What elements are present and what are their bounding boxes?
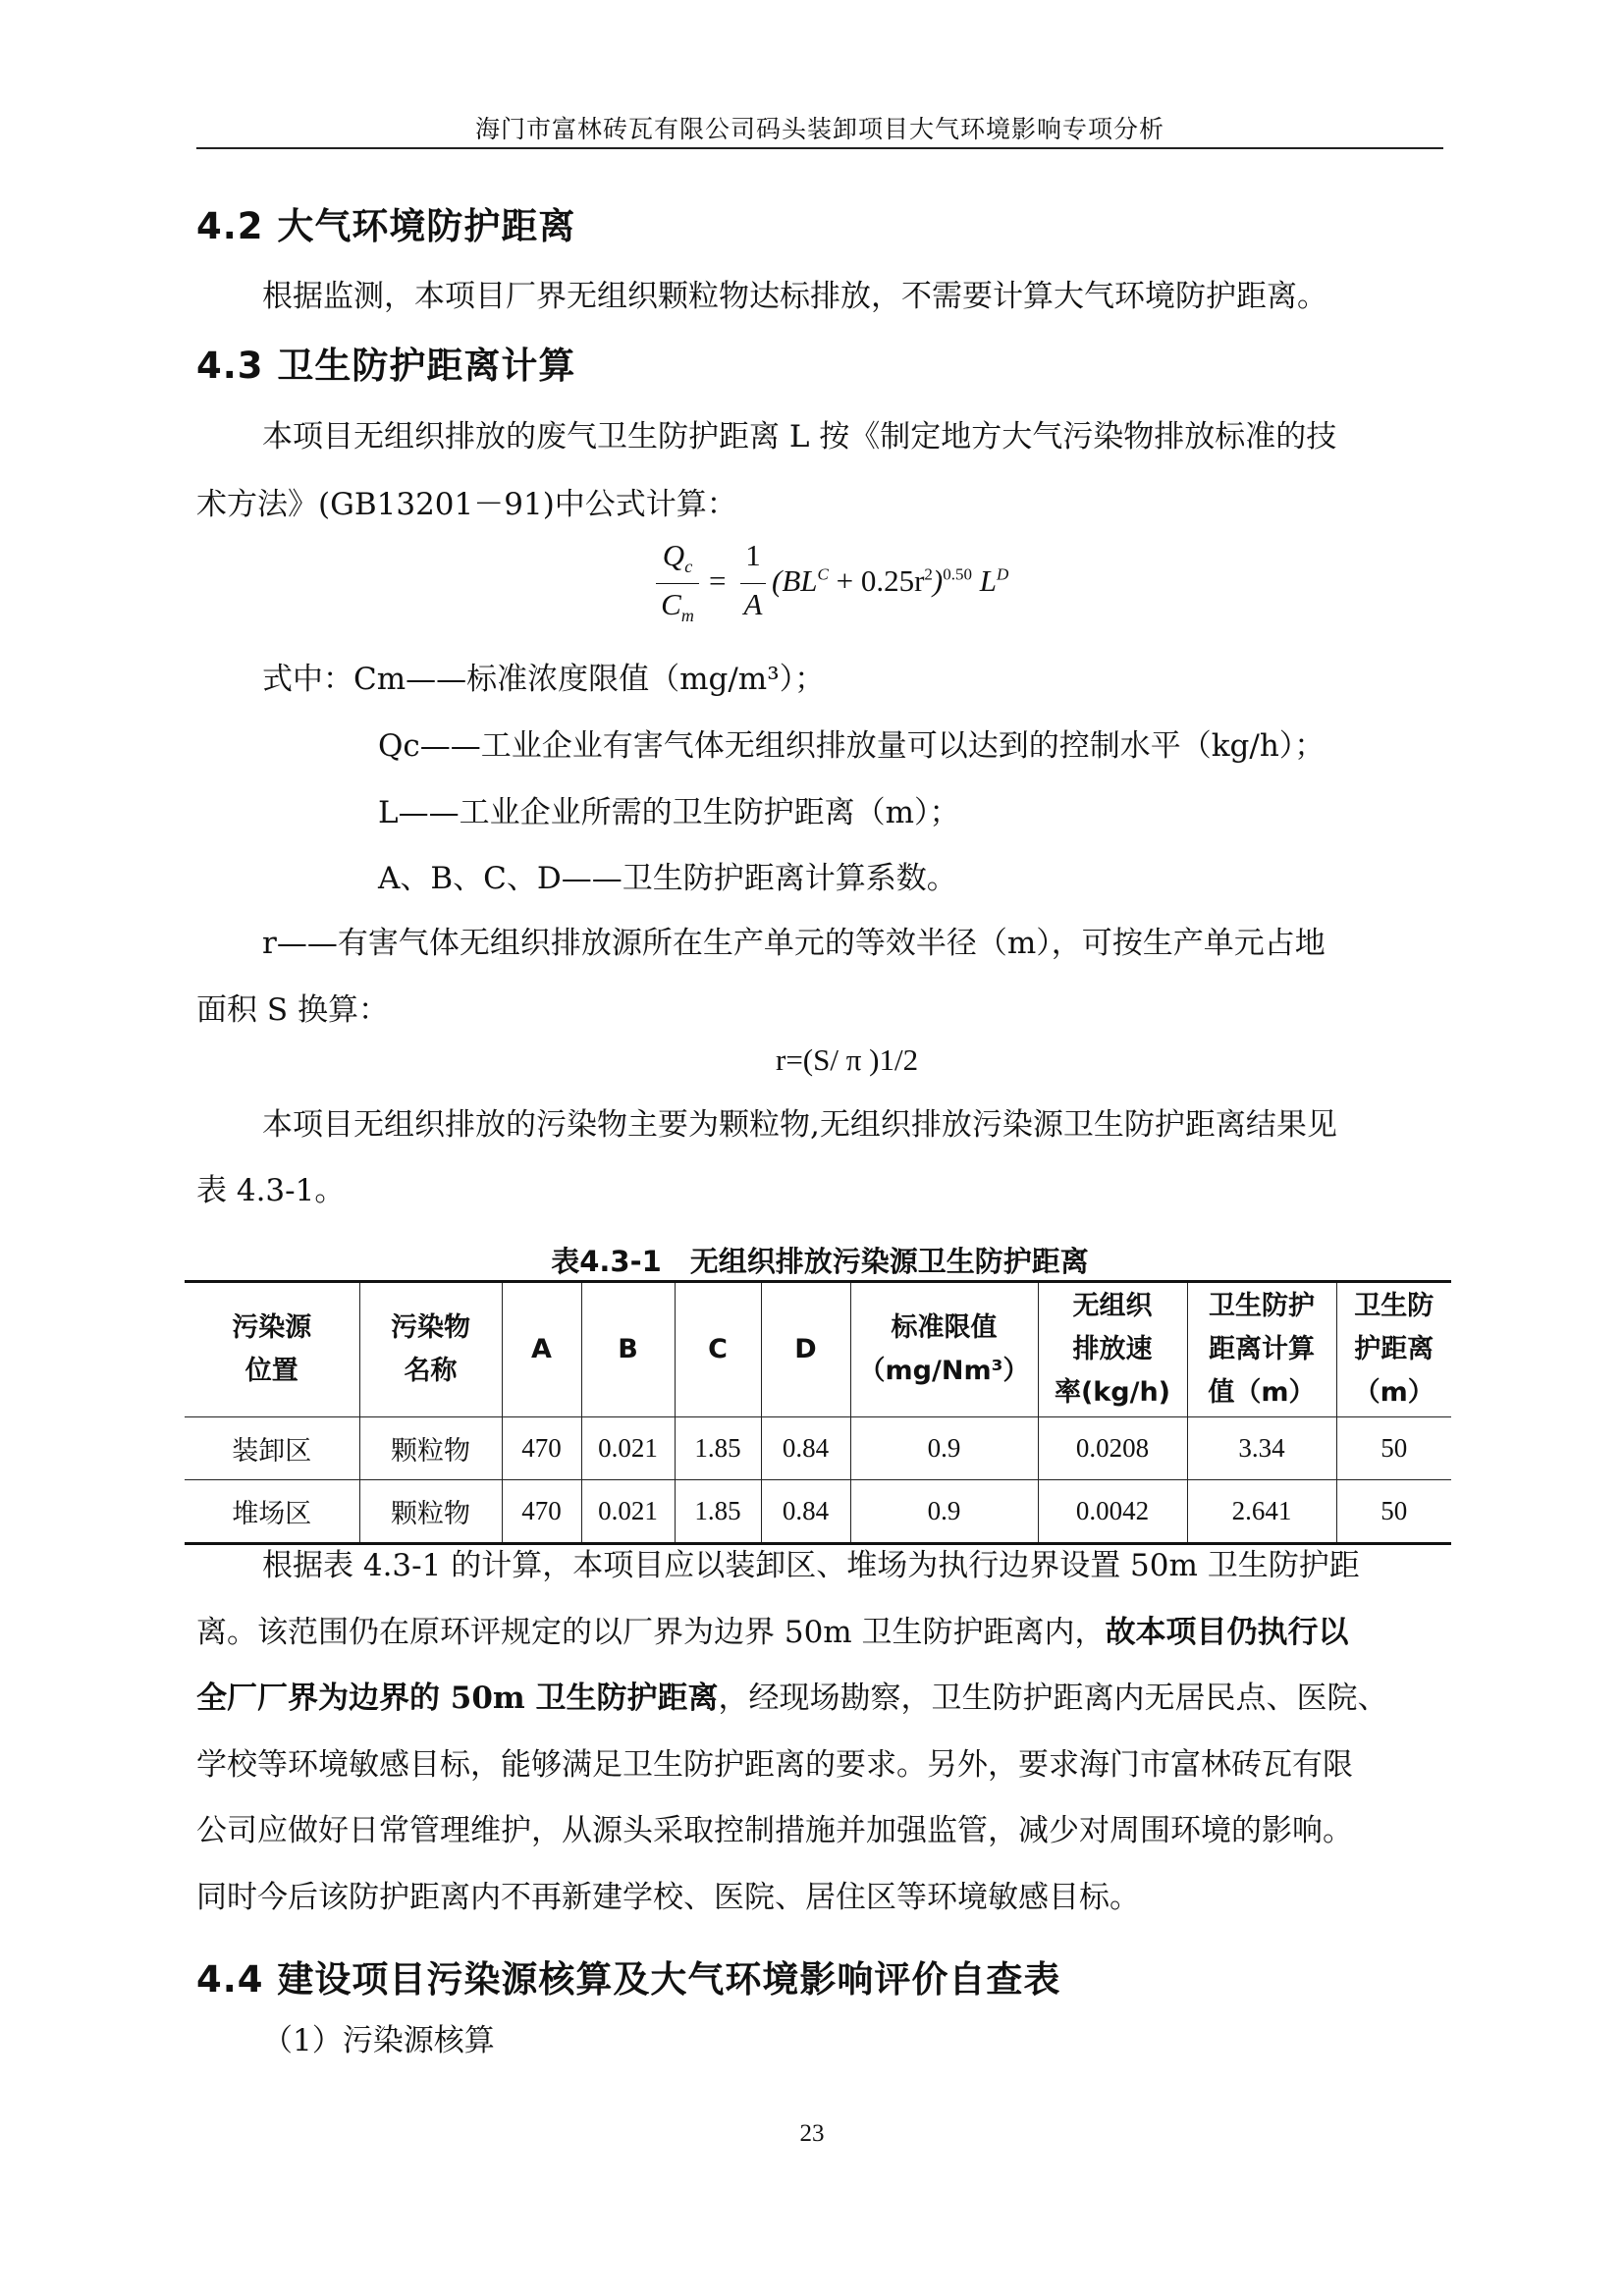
table-cell: 470 bbox=[502, 1480, 581, 1544]
table-header-cell: 污染源 位置 bbox=[185, 1282, 359, 1417]
table-cell: 1.85 bbox=[675, 1480, 761, 1544]
rhs-sup-exp: 0.50 bbox=[943, 564, 972, 584]
table-cell: 颗粒物 bbox=[359, 1417, 502, 1480]
table-header-cell: B bbox=[581, 1282, 675, 1417]
heading-4-2: 4.2 大气环境防护距离 bbox=[196, 205, 576, 247]
table-cell: 堆场区 bbox=[185, 1480, 359, 1544]
table-header-cell: 无组织 排放速 率(kg/h) bbox=[1038, 1282, 1187, 1417]
table-cell: 50 bbox=[1336, 1417, 1451, 1480]
rhs-sup-2: 2 bbox=[924, 564, 933, 584]
rhs-part-1: (BL bbox=[772, 563, 818, 598]
rhs-sup-d: D bbox=[996, 564, 1009, 584]
paragraph-4-2: 根据监测，本项目厂界无组织颗粒物达标排放，不需要计算大气环境防护距离。 bbox=[262, 279, 1327, 314]
conclusion-line-6: 同时今后该防护距离内不再新建学校、医院、居住区等环境敏感目标。 bbox=[196, 1880, 1140, 1915]
lhs-denominator: C bbox=[661, 587, 681, 621]
definition-r-line-2: 面积 S 换算： bbox=[196, 992, 389, 1028]
table-cell: 3.34 bbox=[1187, 1417, 1336, 1480]
table-header-cell: 卫生防护 距离计算 值（m） bbox=[1187, 1282, 1336, 1417]
heading-4-4: 4.4 建设项目污染源核算及大气环境影响评价自查表 bbox=[196, 1958, 1061, 2001]
table-cell: 颗粒物 bbox=[359, 1480, 502, 1544]
table-cell: 装卸区 bbox=[185, 1417, 359, 1480]
intro-line-1: 本项目无组织排放的废气卫生防护距离 L 按《制定地方大气污染物排放标准的技 bbox=[262, 419, 1337, 454]
definition-cm: 式中：Cm——标准浓度限值（mg/m³）； bbox=[262, 662, 826, 697]
table-cell: 1.85 bbox=[675, 1417, 761, 1480]
conclusion-line-5: 公司应做好日常管理维护，从源头采取控制措施并加强监管，减少对周围环境的影响。 bbox=[196, 1813, 1353, 1848]
table-cell: 50 bbox=[1336, 1480, 1451, 1544]
result-line-1: 本项目无组织排放的污染物主要为颗粒物,无组织排放污染源卫生防护距离结果见 bbox=[262, 1107, 1337, 1143]
radius-formula: r=(S/ π )1/2 bbox=[776, 1042, 919, 1077]
table-header-cell: 卫生防 护距离 （m） bbox=[1336, 1282, 1451, 1417]
intro-line-2: 术方法》(GB13201－91)中公式计算： bbox=[196, 487, 737, 522]
table-cell: 0.9 bbox=[850, 1480, 1038, 1544]
rhs-fraction-bar bbox=[740, 583, 766, 584]
equals-sign: = bbox=[709, 563, 727, 598]
conclusion-line-3b: ，经现场勘察，卫生防护距离内无居民点、医院、 bbox=[718, 1681, 1388, 1716]
conclusion-line-4: 学校等环境敏感目标，能够满足卫生防护距离的要求。另外，要求海门市富林砖瓦有限 bbox=[196, 1747, 1353, 1783]
result-line-2: 表 4.3-1。 bbox=[196, 1173, 346, 1208]
table-cell: 0.021 bbox=[581, 1417, 675, 1480]
table-row bbox=[185, 1480, 1451, 1544]
lhs-numerator-sub: c bbox=[684, 557, 693, 577]
conclusion-line-3a: 全厂厂界为边界的 50m 卫生防护距离 bbox=[196, 1681, 719, 1716]
table-cell: 0.84 bbox=[761, 1417, 850, 1480]
rhs-sup-c: C bbox=[817, 564, 829, 584]
rhs-numerator: 1 bbox=[745, 538, 761, 572]
table-header-cell: C bbox=[675, 1282, 761, 1417]
table-header-cell: 污染物 名称 bbox=[359, 1282, 502, 1417]
definition-r-line-1: r——有害气体无组织排放源所在生产单元的等效半径（m），可按生产单元占地 bbox=[262, 926, 1326, 961]
table-cell: 0.0208 bbox=[1038, 1417, 1187, 1480]
heading-4-3: 4.3 卫生防护距离计算 bbox=[196, 345, 576, 387]
table-cell: 0.84 bbox=[761, 1480, 850, 1544]
conclusion-line-2b: 故本项目仍执行以 bbox=[1105, 1615, 1349, 1650]
conclusion-line-3 bbox=[196, 1673, 1388, 1717]
running-header: 海门市富林砖瓦有限公司码头装卸项目大气环境影响专项分析 bbox=[474, 115, 1164, 143]
definition-abcd: A、B、C、D——卫生防护距离计算系数。 bbox=[378, 861, 957, 896]
rhs-expression bbox=[772, 563, 1008, 599]
table-header-cell: A bbox=[502, 1282, 581, 1417]
rhs-part-3: ) bbox=[932, 563, 944, 598]
conclusion-line-1: 根据表 4.3-1 的计算，本项目应以装卸区、堆场为执行边界设置 50m 卫生防护距 bbox=[262, 1548, 1360, 1583]
item-pollution-source: （1）污染源核算 bbox=[262, 2023, 495, 2058]
table-body bbox=[185, 1417, 1451, 1544]
table-cell: 0.021 bbox=[581, 1480, 675, 1544]
table-header-cell: 标准限值 （mg/Nm³） bbox=[850, 1282, 1038, 1417]
conclusion-line-2a: 离。该范围仍在原环评规定的以厂界为边界 50m 卫生防护距离内， bbox=[196, 1615, 1106, 1650]
rhs-denominator: A bbox=[743, 587, 763, 621]
rhs-part-2: + 0.25r bbox=[828, 563, 925, 598]
page-number: 23 bbox=[799, 2120, 825, 2147]
table-row bbox=[185, 1417, 1451, 1480]
table-caption: 表4.3-1 无组织排放污染源卫生防护距离 bbox=[551, 1245, 1089, 1278]
definition-l: L——工业企业所需的卫生防护距离（m）； bbox=[378, 795, 960, 830]
header-rule bbox=[196, 147, 1443, 149]
conclusion-line-2 bbox=[196, 1607, 1349, 1651]
lhs-denominator-sub: m bbox=[680, 606, 694, 626]
distance-table bbox=[185, 1280, 1451, 1545]
rhs-part-4: L bbox=[971, 563, 997, 598]
table-cell: 2.641 bbox=[1187, 1480, 1336, 1544]
table-header-cell: D bbox=[761, 1282, 850, 1417]
definition-qc: Qc——工业企业有害气体无组织排放量可以达到的控制水平（kg/h）； bbox=[378, 728, 1326, 764]
table-cell: 0.0042 bbox=[1038, 1480, 1187, 1544]
table-header-row bbox=[185, 1282, 1451, 1417]
lhs-fraction-bar bbox=[656, 583, 699, 584]
lhs-numerator: Q bbox=[662, 538, 685, 572]
table-cell: 470 bbox=[502, 1417, 581, 1480]
distance-formula bbox=[656, 538, 1068, 636]
table-cell: 0.9 bbox=[850, 1417, 1038, 1480]
